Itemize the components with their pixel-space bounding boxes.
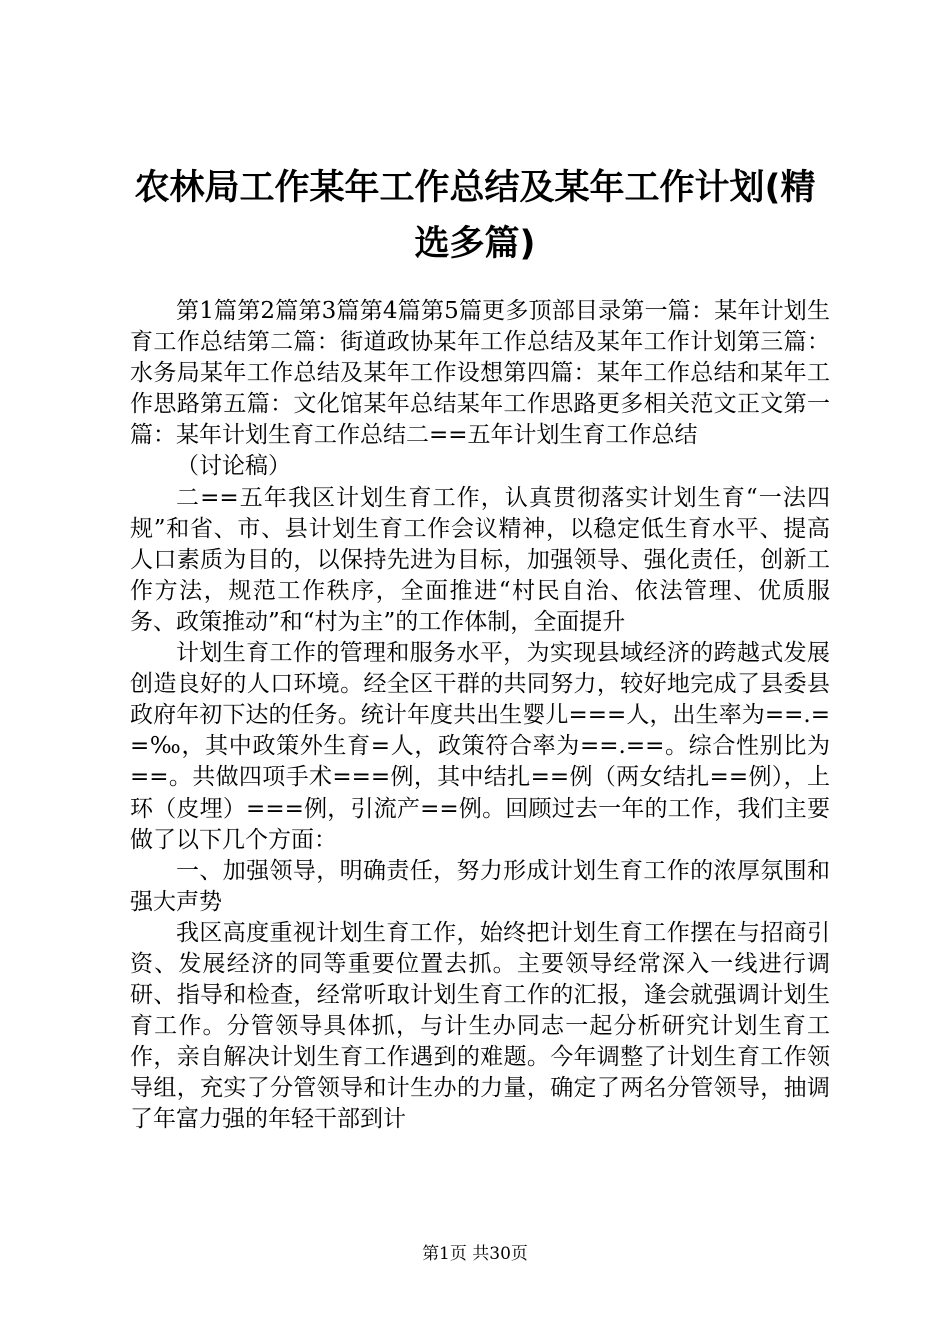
paragraph-draft-note: （讨论稿） bbox=[176, 453, 291, 480]
paragraph-table-of-contents: 第1篇第2篇第3篇第4篇第5篇更多顶部目录第一篇：某年计划生育工作总结第二篇：街道政协某年工作总结及某年工作计划第三篇：水务局某年工作总结及某年工作设想第四篇：某年工作总结和某年工作思路第五篇：文化馆某年总结某年工作思路更多相关范文正文第一篇：某年计划生育工作总结二==五年计划生育工作总结 bbox=[130, 298, 830, 449]
page-footer: 第1页 共30页 bbox=[422, 1244, 528, 1264]
paragraph-intro: 二==五年我区计划生育工作，认真贯彻落实计划生育“一法四规”和省、市、县计划生育工作会议精神，以稳定低生育水平、提高人口素质为目的，以保持先进为目标，加强领导、强化责任，创新工作方法，规范工作秩序，全面推进“村民自治、依法管理、优质服务、政策推动”和“村为主”的工作体制，全面提升 bbox=[130, 484, 830, 635]
document-title: 农林局工作某年工作总结及某年工作计划(精选多篇) bbox=[134, 168, 816, 264]
paragraph-section-heading-1: 一、加强领导，明确责任，努力形成计划生育工作的浓厚氛围和强大声势 bbox=[130, 857, 830, 915]
paragraph-leadership: 我区高度重视计划生育工作，始终把计划生育工作摆在与招商引资、发展经济的同等重要位置去抓。主要领导经常深入一线进行调研、指导和检查，经常听取计划生育工作的汇报，逢会就强调计划生育工作。分管领导具体抓，与计生办同志一起分析研究计划生育工作，亲自解决计划生育工作遇到的难题。今年调整了计划生育工作领导组，充实了分管领导和计生办的力量，确定了两名分管领导，抽调了年富力强的年轻干部到计 bbox=[130, 919, 830, 1133]
paragraph-results: 计划生育工作的管理和服务水平，为实现县域经济的跨越式发展创造良好的人口环境。经全区干群的共同努力，较好地完成了县委县政府年初下达的任务。统计年度共出生婴儿===人，出生率为==.==‰，其中政策外生育=人，政策符合率为==.==。综合性别比为==。共做四项手术===例，其中结扎==例（两女结扎==例），上环（皮埋）===例，引流产==例。回顾过去一年的工作，我们主要做了以下几个方面： bbox=[130, 640, 830, 853]
document-body bbox=[130, 296, 830, 1136]
